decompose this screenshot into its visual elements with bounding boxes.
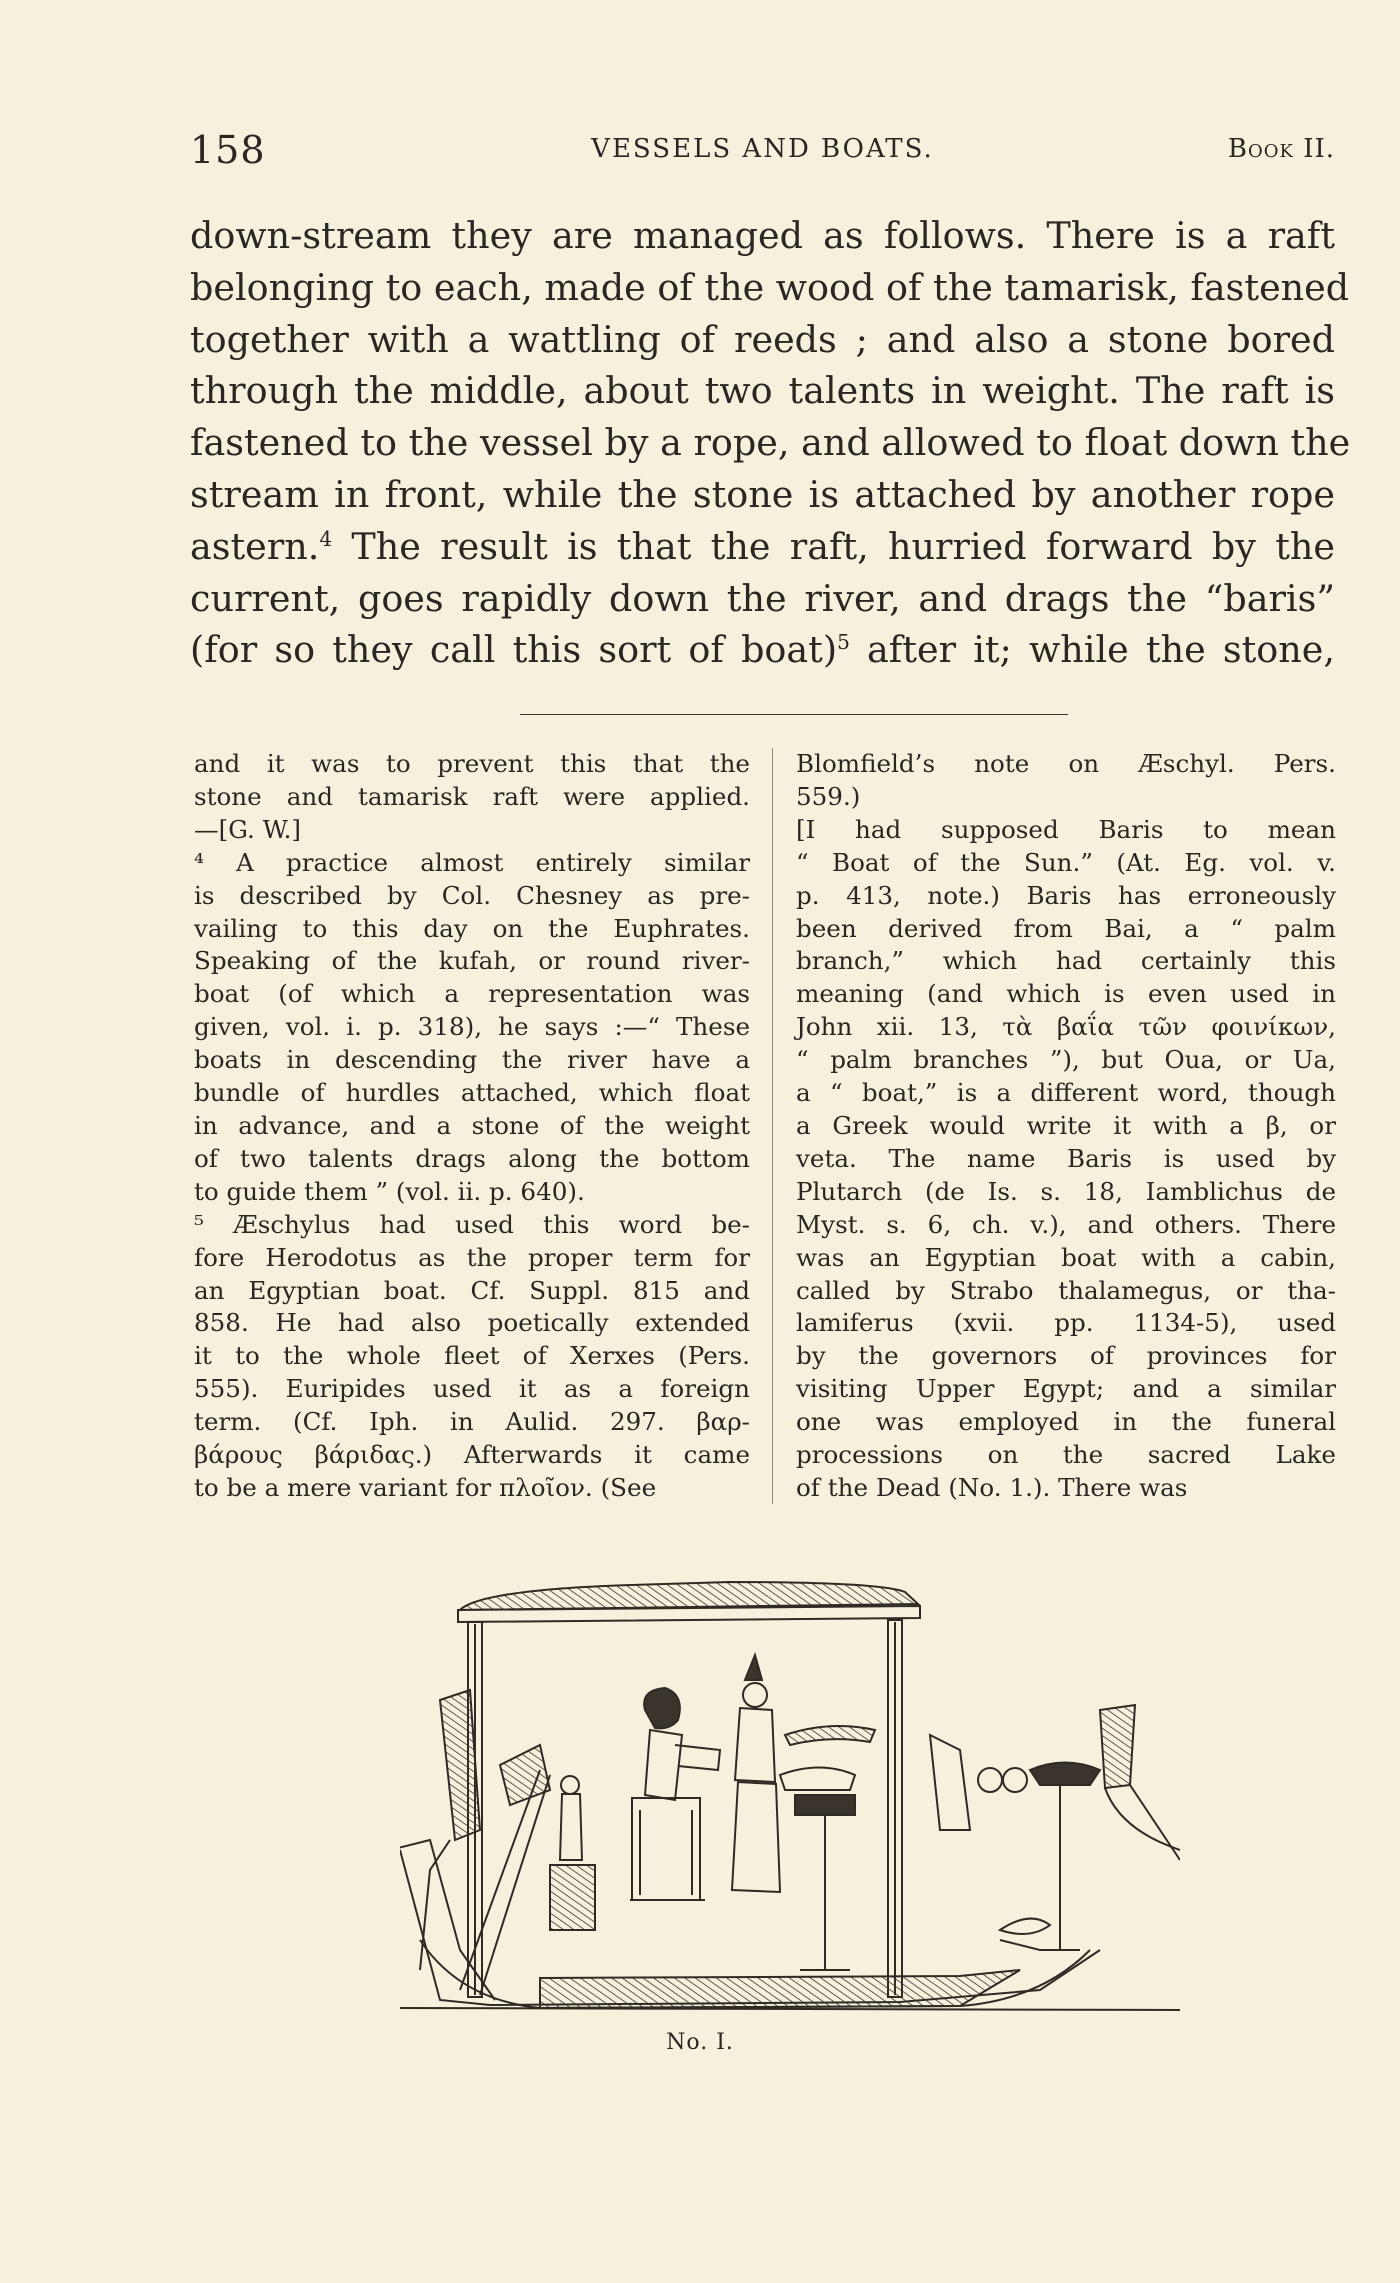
body-line: fastened to the vessel by a rope, and allowed to float down the (190, 421, 1351, 465)
footnotes-right-column (796, 748, 1336, 1505)
running-head (190, 128, 1335, 172)
body-line (190, 624, 1335, 676)
footnote-line: [I had supposed Baris to mean (796, 814, 1336, 844)
footnote-line: meaning (and which is even used in (796, 979, 1336, 1009)
footnote-line: branch,” which had certainly this (796, 946, 1336, 976)
footnote-line: one was employed in the funeral (796, 1407, 1336, 1437)
footnote-line: bundle of hurdles attached, which float (194, 1078, 750, 1108)
running-title: VESSELS AND BOATS. (591, 134, 934, 164)
footnote-line: is described by Col. Chesney as pre- (194, 880, 750, 910)
footnote-line: an Egyptian boat. Cf. Suppl. 815 and (194, 1275, 750, 1305)
figure-caption: No. I. (666, 2030, 734, 2055)
body-line: stream in front, while the stone is attached by another rope (190, 472, 1335, 516)
footnote-line: been derived from Bai, a “ palm (796, 913, 1336, 943)
main-body-text (190, 210, 1351, 676)
body-fragment: after it; while the stone, (849, 628, 1335, 672)
egyptian-boat-icon (400, 1530, 1180, 2020)
footnote-line: fore Herodotus as the proper term for (194, 1242, 750, 1272)
footnote-line: p. 413, note.) Baris has erroneously (796, 880, 1336, 910)
footnote-line: term. (Cf. Iph. in Aulid. 297. βαρ- (194, 1407, 750, 1437)
footnote-line: “ palm branches ”), but Oua, or Ua, (796, 1045, 1336, 1075)
footnote-line: lamiferus (xvii. pp. 1134-5), used (796, 1308, 1336, 1338)
body-line (190, 521, 1335, 573)
footnote-line: Plutarch (de Is. s. 18, Iamblichus de (796, 1176, 1336, 1206)
footnote-line: of the Dead (No. 1.). There was (796, 1472, 1188, 1502)
footnote-line: to guide them ” (vol. ii. p. 640). (194, 1176, 585, 1206)
footnote-line: stone and tamarisk raft were applied. (194, 781, 750, 811)
footnote-separator-rule (520, 714, 1068, 715)
footnote-line: βάρους βάριδας.) Afterwards it came (194, 1440, 750, 1470)
footnotes (194, 748, 1336, 1508)
footnote-line: and it was to prevent this that the (194, 749, 750, 778)
footnote-line: boats in descending the river have a (194, 1045, 750, 1075)
footnote-line: by the governors of provinces for (796, 1341, 1336, 1371)
body-line: current, goes rapidly down the river, and drags the “baris” (190, 576, 1335, 620)
footnote-line: Myst. s. 6, ch. v.), and others. There (796, 1209, 1336, 1239)
footnote-line: in advance, and a stone of the weight (194, 1110, 750, 1140)
footnote-line: it to the whole fleet of Xerxes (Pers. (194, 1341, 750, 1371)
footnote-line: 858. He had also poetically extended (194, 1308, 750, 1338)
body-line: together with a wattling of reeds ; and also a stone bored (190, 317, 1335, 361)
body-line: belonging to each, made of the wood of the tamarisk, fastened (190, 265, 1350, 309)
footnote-line: —[G. W.] (194, 814, 301, 844)
footnote-line: Blomfield’s note on Æschyl. Pers. (796, 749, 1336, 778)
body-fragment: astern. (190, 524, 320, 568)
footnote-line: a “ boat,” is a different word, though (796, 1078, 1336, 1108)
footnote-line: processions on the sacred Lake (796, 1440, 1336, 1470)
body-line: through the middle, about two talents in weight. The raft is (190, 369, 1335, 413)
footnote-line: a Greek would write it with a β, or (796, 1110, 1336, 1140)
footnote-line: to be a mere variant for πλοῖον. (See (194, 1472, 657, 1502)
footnote-line: given, vol. i. p. 318), he says :—“ These (194, 1012, 750, 1042)
footnote-line: visiting Upper Egypt; and a similar (796, 1374, 1336, 1404)
book-label: Book II. (1227, 134, 1335, 164)
boat-illustration (400, 1530, 1180, 2020)
body-fragment: The result is that the raft, hurried forward by the (332, 524, 1335, 568)
footnote-ref-5: 5 (837, 630, 850, 655)
body-line: down-stream they are managed as follows. There is a raft (190, 214, 1335, 257)
footnote-line: boat (of which a representation was (194, 979, 750, 1009)
footnote-line: “ Boat of the Sun.” (At. Eg. vol. v. (796, 847, 1336, 877)
body-fragment: (for so they call this sort of boat) (190, 628, 838, 672)
footnote-line: 555). Euripides used it as a foreign (194, 1374, 750, 1404)
footnote-line: of two talents drags along the bottom (194, 1143, 750, 1173)
footnote-line: Speaking of the kufah, or round river- (194, 946, 750, 976)
footnote-line: was an Egyptian boat with a cabin, (796, 1242, 1336, 1272)
footnote-ref-4: 4 (319, 526, 333, 551)
footnote-line: ⁵ Æschylus had used this word be- (194, 1209, 750, 1239)
column-divider (772, 748, 773, 1504)
footnote-line: 559.) (796, 781, 861, 811)
footnote-line: ⁴ A practice almost entirely similar (194, 847, 750, 877)
footnote-line: called by Strabo thalamegus, or tha- (796, 1275, 1336, 1305)
footnote-line: John xii. 13, τὰ βαΐα τῶν φοινίκων, (796, 1012, 1336, 1042)
footnote-line: veta. The name Baris is used by (796, 1143, 1336, 1173)
page-number: 158 (190, 128, 266, 172)
footnote-line: vailing to this day on the Euphrates. (194, 913, 750, 943)
footnotes-left-column (194, 748, 750, 1505)
